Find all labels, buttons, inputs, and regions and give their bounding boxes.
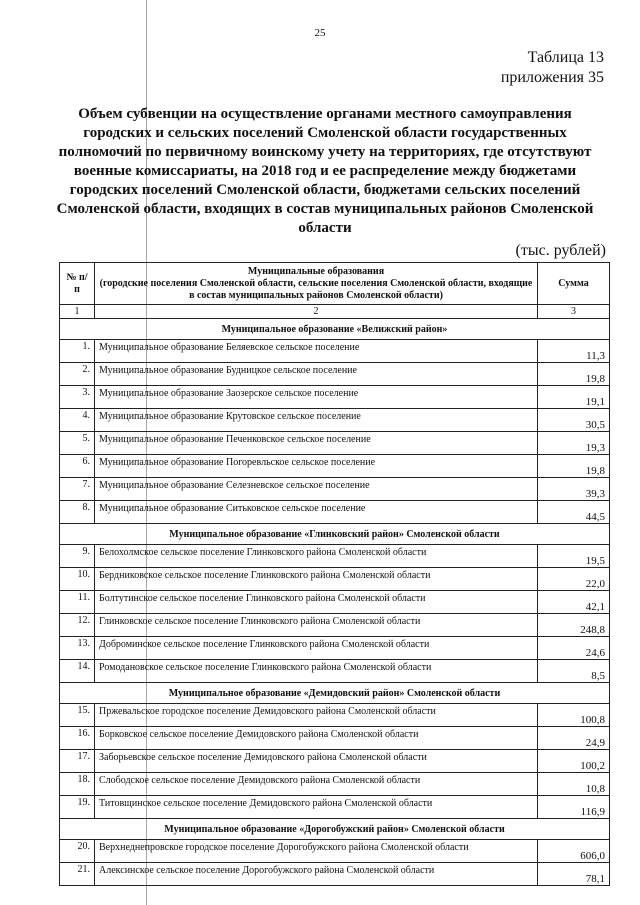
units-label: (тыс. рублей) (515, 242, 606, 259)
table-row (60, 727, 610, 750)
row-name: Муниципальное образование Ситьковское сельское поселение (95, 501, 538, 524)
row-name: Пржевальское городское поселение Демидовского района Смоленской области (95, 704, 538, 727)
table-row (60, 863, 610, 886)
header-num: № п/п (60, 263, 95, 305)
row-sum: 19,8 (538, 455, 610, 478)
row-number: 20. (60, 840, 95, 863)
row-sum: 19,5 (538, 545, 610, 568)
row-number: 10. (60, 568, 95, 591)
row-name: Доброминское сельское поселение Глинковского района Смоленской области (95, 637, 538, 660)
table-row (60, 660, 610, 683)
row-sum: 8,5 (538, 660, 610, 683)
row-name: Муниципальное образование Печенковское сельское поселение (95, 432, 538, 455)
row-number: 2. (60, 363, 95, 386)
row-name: Верхнеднепровское городское поселение Дорогобужского района Смоленской области (95, 840, 538, 863)
row-name: Муниципальное образование Крутовское сельское поселение (95, 409, 538, 432)
row-number: 11. (60, 591, 95, 614)
row-sum: 42,1 (538, 591, 610, 614)
row-number: 13. (60, 637, 95, 660)
group-title: Муниципальное образование «Глинковский район» Смоленской области (60, 524, 610, 545)
row-name: Борковское сельское поселение Демидовского района Смоленской области (95, 727, 538, 750)
row-sum: 10,8 (538, 773, 610, 796)
table-row (60, 591, 610, 614)
table-row (60, 773, 610, 796)
row-sum: 78,1 (538, 863, 610, 886)
caption-table-number: Таблица 13 (527, 49, 604, 66)
row-sum: 24,9 (538, 727, 610, 750)
group-title: Муниципальное образование «Велижский район» (60, 319, 610, 340)
row-sum: 11,3 (538, 340, 610, 363)
row-number: 9. (60, 545, 95, 568)
table-row (60, 840, 610, 863)
header-description (95, 263, 538, 305)
row-sum: 606,0 (538, 840, 610, 863)
row-sum: 19,1 (538, 386, 610, 409)
row-name: Муниципальное образование Селезневское сельское поселение (95, 478, 538, 501)
group-title: Муниципальное образование «Демидовский район» Смоленской области (60, 683, 610, 704)
row-number: 14. (60, 660, 95, 683)
row-number: 6. (60, 455, 95, 478)
table-row (60, 501, 610, 524)
row-number: 4. (60, 409, 95, 432)
table-row (60, 637, 610, 660)
row-name: Титовщинское сельское поселение Демидовского района Смоленской области (95, 796, 538, 819)
row-name: Бердниковское сельское поселение Глинковского района Смоленской области (95, 568, 538, 591)
row-number: 3. (60, 386, 95, 409)
group-header-row (60, 319, 610, 340)
row-sum: 19,3 (538, 432, 610, 455)
row-sum: 44,5 (538, 501, 610, 524)
row-name: Муниципальное образование Заозерское сельское поселение (95, 386, 538, 409)
row-sum: 116,9 (538, 796, 610, 819)
row-number: 5. (60, 432, 95, 455)
table-caption (501, 48, 604, 88)
scan-fold-line (146, 0, 147, 905)
row-number: 18. (60, 773, 95, 796)
table-row (60, 796, 610, 819)
table-row (60, 340, 610, 363)
row-sum: 39,3 (538, 478, 610, 501)
row-name: Белохолмское сельское поселение Глинковского района Смоленской области (95, 545, 538, 568)
row-name: Муниципальное образование Будницкое сельское поселение (95, 363, 538, 386)
row-sum: 22,0 (538, 568, 610, 591)
table-row (60, 545, 610, 568)
row-number: 21. (60, 863, 95, 886)
table-row (60, 363, 610, 386)
row-number: 19. (60, 796, 95, 819)
row-sum: 24,6 (538, 637, 610, 660)
column-index: 3 (538, 305, 610, 319)
row-name: Глинковское сельское поселение Глинковского района Смоленской области (95, 614, 538, 637)
table-row (60, 750, 610, 773)
row-name: Болтутинское сельское поселение Глинковского района Смоленской области (95, 591, 538, 614)
header-desc-title: Муниципальные образования (247, 265, 385, 277)
table-body (60, 319, 610, 886)
table-row (60, 432, 610, 455)
row-sum: 19,8 (538, 363, 610, 386)
table-row (60, 614, 610, 637)
row-number: 7. (60, 478, 95, 501)
row-name: Муниципальное образование Погоревльское сельское поселение (95, 455, 538, 478)
row-number: 1. (60, 340, 95, 363)
row-name: Заборьевское сельское поселение Демидовского района Смоленской области (95, 750, 538, 773)
page-number: 25 (314, 27, 326, 39)
row-number: 15. (60, 704, 95, 727)
table-row (60, 409, 610, 432)
row-name: Муниципальное образование Беляевское сельское поселение (95, 340, 538, 363)
group-header-row (60, 819, 610, 840)
table-row (60, 568, 610, 591)
table-row (60, 478, 610, 501)
allocation-table (59, 262, 610, 886)
header-desc-sub: (городские поселения Смоленской области, сельские поселения Смоленской области, входящие в состав муниципальных районов Смоленской области) (99, 277, 533, 301)
column-index: 2 (95, 305, 538, 319)
row-sum: 100,8 (538, 704, 610, 727)
row-number: 12. (60, 614, 95, 637)
row-sum: 100,2 (538, 750, 610, 773)
row-name: Слободское сельское поселение Демидовского района Смоленской области (95, 773, 538, 796)
group-header-row (60, 683, 610, 704)
caption-appendix: приложения 35 (500, 69, 604, 86)
table-header-row (60, 263, 610, 305)
group-header-row (60, 524, 610, 545)
table-row (60, 386, 610, 409)
row-number: 17. (60, 750, 95, 773)
row-number: 8. (60, 501, 95, 524)
column-index-row (60, 305, 610, 319)
row-name: Ромодановское сельское поселение Глинковского района Смоленской области (95, 660, 538, 683)
document-title: Объем субвенции на осуществление органами местного самоуправления городских и сельских поселений Смоленской области государственных полномочий по первичному воинскому учету на территориях, где отсутствуют военные комиссариаты, на 2018 год и ее распределение между бюджетами городских поселений Смоленской области, бюджетами сельских поселений Смоленской области, входящих в состав муниципальных районов Смоленской области (56, 106, 594, 236)
table-row (60, 455, 610, 478)
table-row (60, 704, 610, 727)
row-sum: 248,8 (538, 614, 610, 637)
header-sum: Сумма (538, 263, 610, 305)
row-sum: 30,5 (538, 409, 610, 432)
group-title: Муниципальное образование «Дорогобужский район» Смоленской области (60, 819, 610, 840)
row-number: 16. (60, 727, 95, 750)
column-index: 1 (60, 305, 95, 319)
row-name: Алексинское сельское поселение Дорогобужского района Смоленской области (95, 863, 538, 886)
